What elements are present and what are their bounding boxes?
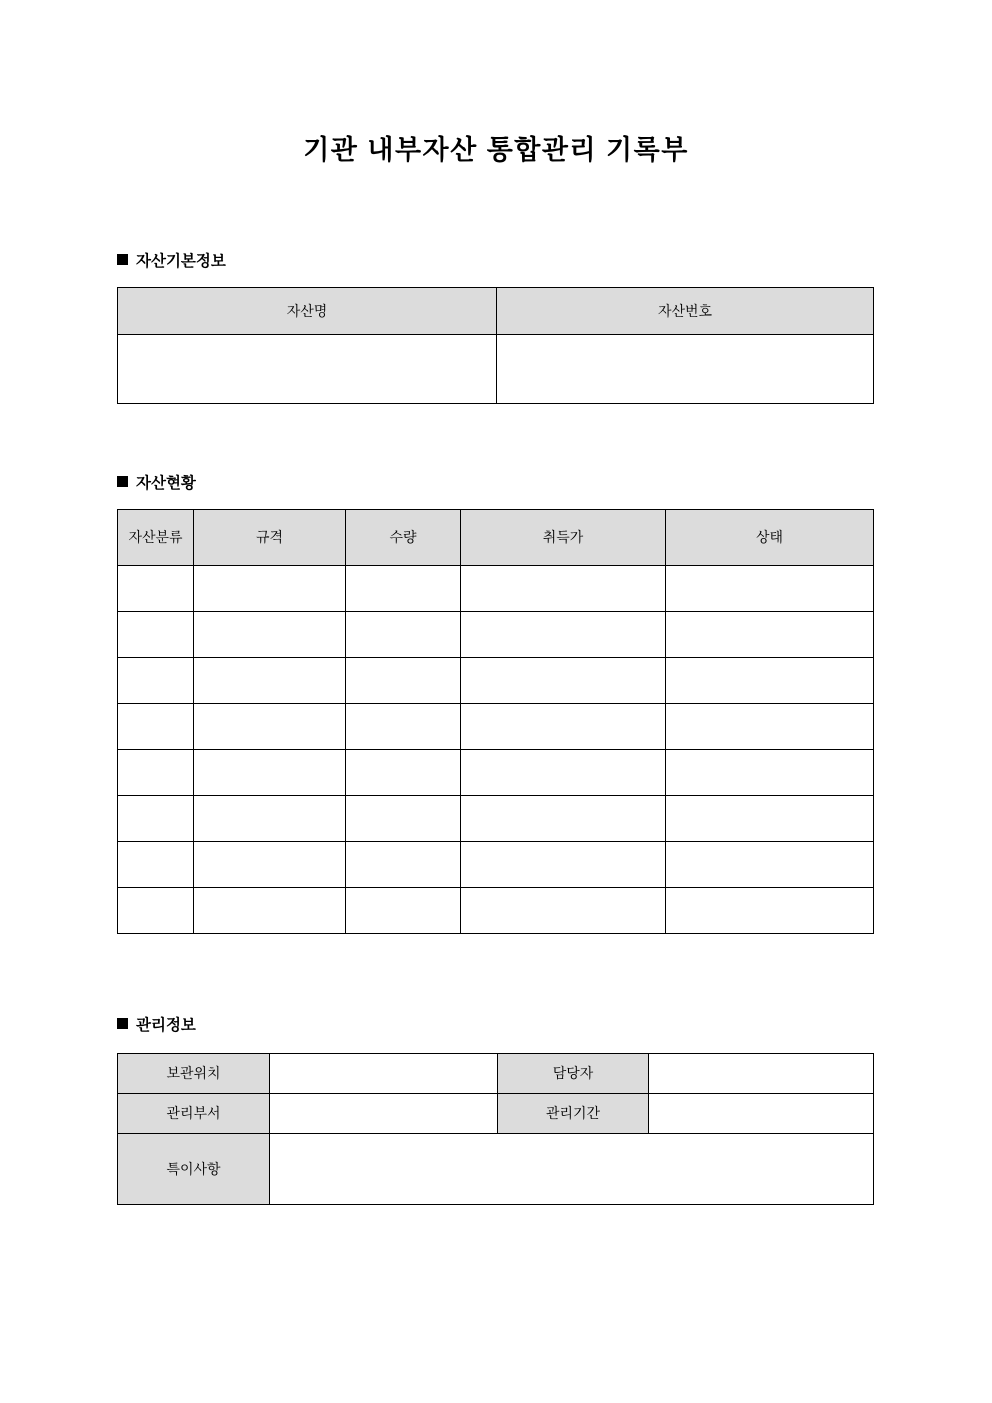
column-header-asset-name: 자산명 — [118, 288, 497, 335]
section-heading-management-info — [117, 1015, 196, 1037]
table-row — [118, 1134, 874, 1205]
cell-asset-category[interactable] — [118, 888, 194, 934]
cell-specification[interactable] — [194, 796, 346, 842]
cell-quantity[interactable] — [346, 750, 461, 796]
cell-specification[interactable] — [194, 566, 346, 612]
cell-condition[interactable] — [666, 612, 874, 658]
cell-asset-category[interactable] — [118, 842, 194, 888]
table-row — [118, 566, 874, 612]
cell-condition[interactable] — [666, 750, 874, 796]
cell-condition[interactable] — [666, 566, 874, 612]
table-row — [118, 1094, 874, 1134]
cell-condition[interactable] — [666, 658, 874, 704]
cell-quantity[interactable] — [346, 888, 461, 934]
cell-quantity[interactable] — [346, 704, 461, 750]
square-bullet-icon — [117, 1018, 128, 1029]
cell-quantity[interactable] — [346, 842, 461, 888]
cell-asset-category[interactable] — [118, 796, 194, 842]
management-info-table — [117, 1053, 874, 1205]
cell-quantity[interactable] — [346, 612, 461, 658]
cell-specification[interactable] — [194, 612, 346, 658]
management-period-field[interactable] — [649, 1094, 874, 1134]
person-in-charge-field[interactable] — [649, 1054, 874, 1094]
cell-condition[interactable] — [666, 796, 874, 842]
cell-quantity[interactable] — [346, 566, 461, 612]
page-title: 기관 내부자산 통합관리 기록부 — [303, 135, 689, 165]
cell-acquisition-price[interactable] — [461, 658, 666, 704]
special-notes-field[interactable] — [270, 1134, 874, 1205]
cell-acquisition-price[interactable] — [461, 704, 666, 750]
column-header-specification: 규격 — [194, 510, 346, 566]
asset-name-field[interactable] — [118, 335, 497, 404]
column-header-acquisition-price: 취득가 — [461, 510, 666, 566]
asset-basic-info-table — [117, 287, 874, 404]
section-heading-label: 자산현황 — [136, 475, 196, 492]
cell-asset-category[interactable] — [118, 750, 194, 796]
cell-specification[interactable] — [194, 658, 346, 704]
square-bullet-icon — [117, 476, 128, 487]
asset-number-field[interactable] — [497, 335, 874, 404]
cell-quantity[interactable] — [346, 796, 461, 842]
table-header-row — [118, 288, 874, 335]
row-label-management-period: 관리기간 — [498, 1094, 649, 1134]
cell-acquisition-price[interactable] — [461, 842, 666, 888]
section-heading-label: 관리정보 — [136, 1017, 196, 1034]
cell-acquisition-price[interactable] — [461, 796, 666, 842]
cell-specification[interactable] — [194, 842, 346, 888]
storage-location-field[interactable] — [270, 1054, 498, 1094]
table-row — [118, 842, 874, 888]
table-header-row — [118, 510, 874, 566]
table-row — [118, 612, 874, 658]
square-bullet-icon — [117, 254, 128, 265]
cell-condition[interactable] — [666, 704, 874, 750]
table-row — [118, 796, 874, 842]
asset-status-table — [117, 509, 874, 934]
cell-acquisition-price[interactable] — [461, 566, 666, 612]
row-label-storage-location: 보관위치 — [118, 1054, 270, 1094]
column-header-asset-category: 자산분류 — [118, 510, 194, 566]
section-heading-label: 자산기본정보 — [136, 253, 226, 270]
cell-specification[interactable] — [194, 750, 346, 796]
cell-condition[interactable] — [666, 888, 874, 934]
table-row — [118, 335, 874, 404]
managing-department-field[interactable] — [270, 1094, 498, 1134]
row-label-managing-department: 관리부서 — [118, 1094, 270, 1134]
section-heading-asset-status — [117, 473, 196, 495]
cell-asset-category[interactable] — [118, 612, 194, 658]
table-row — [118, 888, 874, 934]
row-label-special-notes: 특이사항 — [118, 1134, 270, 1205]
cell-asset-category[interactable] — [118, 704, 194, 750]
column-header-asset-number: 자산번호 — [497, 288, 874, 335]
row-label-person-in-charge: 담당자 — [498, 1054, 649, 1094]
cell-quantity[interactable] — [346, 658, 461, 704]
table-row — [118, 1054, 874, 1094]
column-header-quantity: 수량 — [346, 510, 461, 566]
cell-asset-category[interactable] — [118, 566, 194, 612]
table-row — [118, 750, 874, 796]
table-row — [118, 658, 874, 704]
table-row — [118, 704, 874, 750]
cell-condition[interactable] — [666, 842, 874, 888]
cell-specification[interactable] — [194, 704, 346, 750]
cell-acquisition-price[interactable] — [461, 750, 666, 796]
cell-asset-category[interactable] — [118, 658, 194, 704]
cell-acquisition-price[interactable] — [461, 612, 666, 658]
cell-specification[interactable] — [194, 888, 346, 934]
column-header-condition: 상태 — [666, 510, 874, 566]
section-heading-asset-basic-info — [117, 251, 226, 273]
cell-acquisition-price[interactable] — [461, 888, 666, 934]
